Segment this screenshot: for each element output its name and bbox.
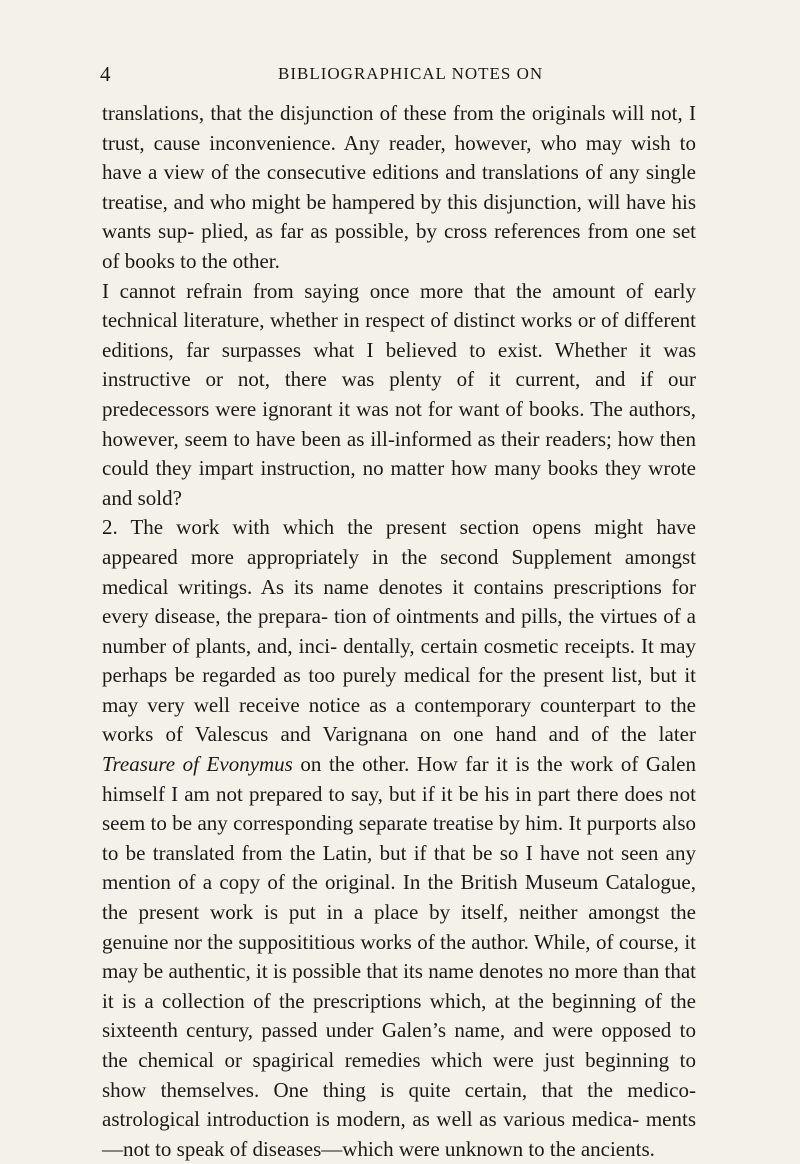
paragraph-1: translations, that the disjunction of these from the originals will not, I trust, cause inconvenience. Any reader, however, who may wish to have a view of the consecutive editions and translations of any single treatise, and who might be hampered by this disjunction, will have his wants sup- plied, as far as possible, by cross references from one set of books to the other. [102, 101, 696, 273]
paragraph-2: I cannot refrain from saying once more that the amount of early technical literature, whether in respect of distinct works or of different editions, far surpasses what I believed to exist. Whether it was instructive or not, there was plenty of it current, and if our predecessors were ignorant it was not for want of books. The authors, however, seem to have been as ill-informed as their readers; how then could they impart instruction, no matter how many books they wrote and sold? [102, 278, 696, 510]
book-title-treasure-of-evonymus: Treasure of Evonymus [102, 752, 293, 777]
running-head: BIBLIOGRAPHICAL NOTES ON [278, 64, 544, 83]
paragraph-3 [102, 513, 696, 1164]
paragraph-3-part-1: 2. The work with which the present section opens might have appeared more appropriately in the second Supplement amongst medical writings. As its name denotes it contains prescriptions for every disease, the prepara- tion of ointments and pills, the virtues of a number of plants, and, inci- dentally, certain cosmetic receipts. It may perhaps be regarded as too purely medical for the present list, but it may very well receive notice as a contemporary counterpart to the works of Valescus and Varignana on one hand and of the later [102, 515, 696, 747]
page-header [100, 62, 700, 86]
paragraph-3-part-2: on the other. How far it is the work of Galen himself I am not prepared to say, but if it be his in part there does not seem to be any corresponding separate treatise by him. It purports also to be translated from the Latin, but if that be so I have not seen any mention of a copy of the original. In the British Museum Catalogue, the present work is put in a place by itself, neither amongst the genuine nor the supposititious works of the author. While, of course, it may be authentic, it is possible that its name denotes no more than that it is a collection of the prescriptions which, at the beginning of the sixteenth century, passed under Galen’s name, and were opposed to the chemical or spagirical remedies which were just beginning to show themselves. One thing is quite certain, that the medico-astrological introduction is modern, as well as various medica- ments—not to speak of diseases—which were unknown to the ancients. [102, 752, 696, 1161]
page-number: 4 [100, 62, 111, 86]
body-text [102, 99, 696, 1164]
